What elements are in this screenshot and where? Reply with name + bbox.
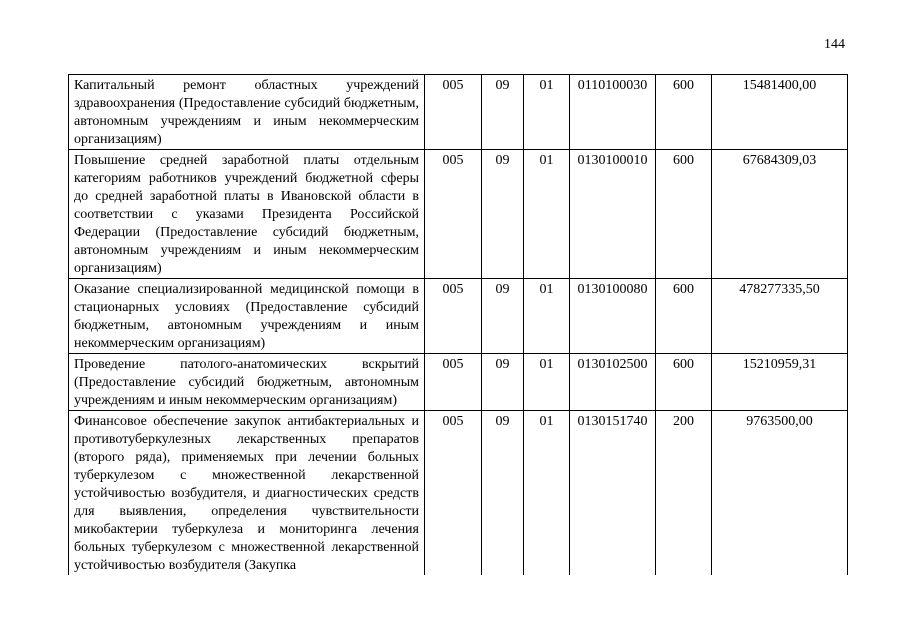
ministry-code: 005 <box>425 354 482 411</box>
row-description: Проведение патолого-анатомических вскрытий (Предоставление субсидий бюджетным, автономным учреждениям и иным некоммерческим организациям) <box>69 354 425 411</box>
row-description: Оказание специализированной медицинской помощи в стационарных условиях (Предоставление субсидий бюджетным, автономным учреждениям и иным некоммерческим организациям) <box>69 279 425 354</box>
expense-type-code: 600 <box>656 75 712 150</box>
expense-type-code: 600 <box>656 354 712 411</box>
subsection-code: 01 <box>524 354 570 411</box>
subsection-code: 01 <box>524 279 570 354</box>
expense-type-code: 600 <box>656 279 712 354</box>
section-code: 09 <box>482 411 524 576</box>
expense-type-code: 200 <box>656 411 712 576</box>
amount: 9763500,00 <box>712 411 848 576</box>
target-article-code: 0130100080 <box>570 279 656 354</box>
expense-type-code: 600 <box>656 150 712 279</box>
subsection-code: 01 <box>524 150 570 279</box>
section-code: 09 <box>482 279 524 354</box>
table-row <box>69 354 848 411</box>
table-row <box>69 150 848 279</box>
table-row <box>69 411 848 576</box>
target-article-code: 0130151740 <box>570 411 656 576</box>
budget-table <box>68 74 848 575</box>
amount: 15210959,31 <box>712 354 848 411</box>
section-code: 09 <box>482 150 524 279</box>
ministry-code: 005 <box>425 150 482 279</box>
target-article-code: 0130100010 <box>570 150 656 279</box>
amount: 15481400,00 <box>712 75 848 150</box>
ministry-code: 005 <box>425 75 482 150</box>
section-code: 09 <box>482 75 524 150</box>
row-description: Повышение средней заработной платы отдельным категориям работников учреждений бюджетной сферы до средней заработной платы в Ивановской области в соответствии с указами Президента Российской Федерации (Предоставление субсидий бюджетным, автономным учреждениям и иным некоммерческим организациям) <box>69 150 425 279</box>
row-description: Финансовое обеспечение закупок антибактериальных и противотуберкулезных лекарственных препаратов (второго ряда), применяемых при лечении больных туберкулезом с множественной лекарственной устойчивостью возбудителя, и диагностических средств для выявления, определения чувствительности микобактерии туберкулеза и мониторинга лечения больных туберкулезом с множественной лекарственной устойчивостью возбудителя (Закупка <box>69 411 425 576</box>
amount: 478277335,50 <box>712 279 848 354</box>
amount: 67684309,03 <box>712 150 848 279</box>
table-row <box>69 75 848 150</box>
ministry-code: 005 <box>425 279 482 354</box>
subsection-code: 01 <box>524 75 570 150</box>
section-code: 09 <box>482 354 524 411</box>
target-article-code: 0130102500 <box>570 354 656 411</box>
budget-table-body <box>69 75 848 576</box>
page-number: 144 <box>824 37 845 52</box>
table-row <box>69 279 848 354</box>
subsection-code: 01 <box>524 411 570 576</box>
target-article-code: 0110100030 <box>570 75 656 150</box>
row-description: Капитальный ремонт областных учреждений здравоохранения (Предоставление субсидий бюджетным, автономным учреждениям и иным некоммерческим организациям) <box>69 75 425 150</box>
ministry-code: 005 <box>425 411 482 576</box>
